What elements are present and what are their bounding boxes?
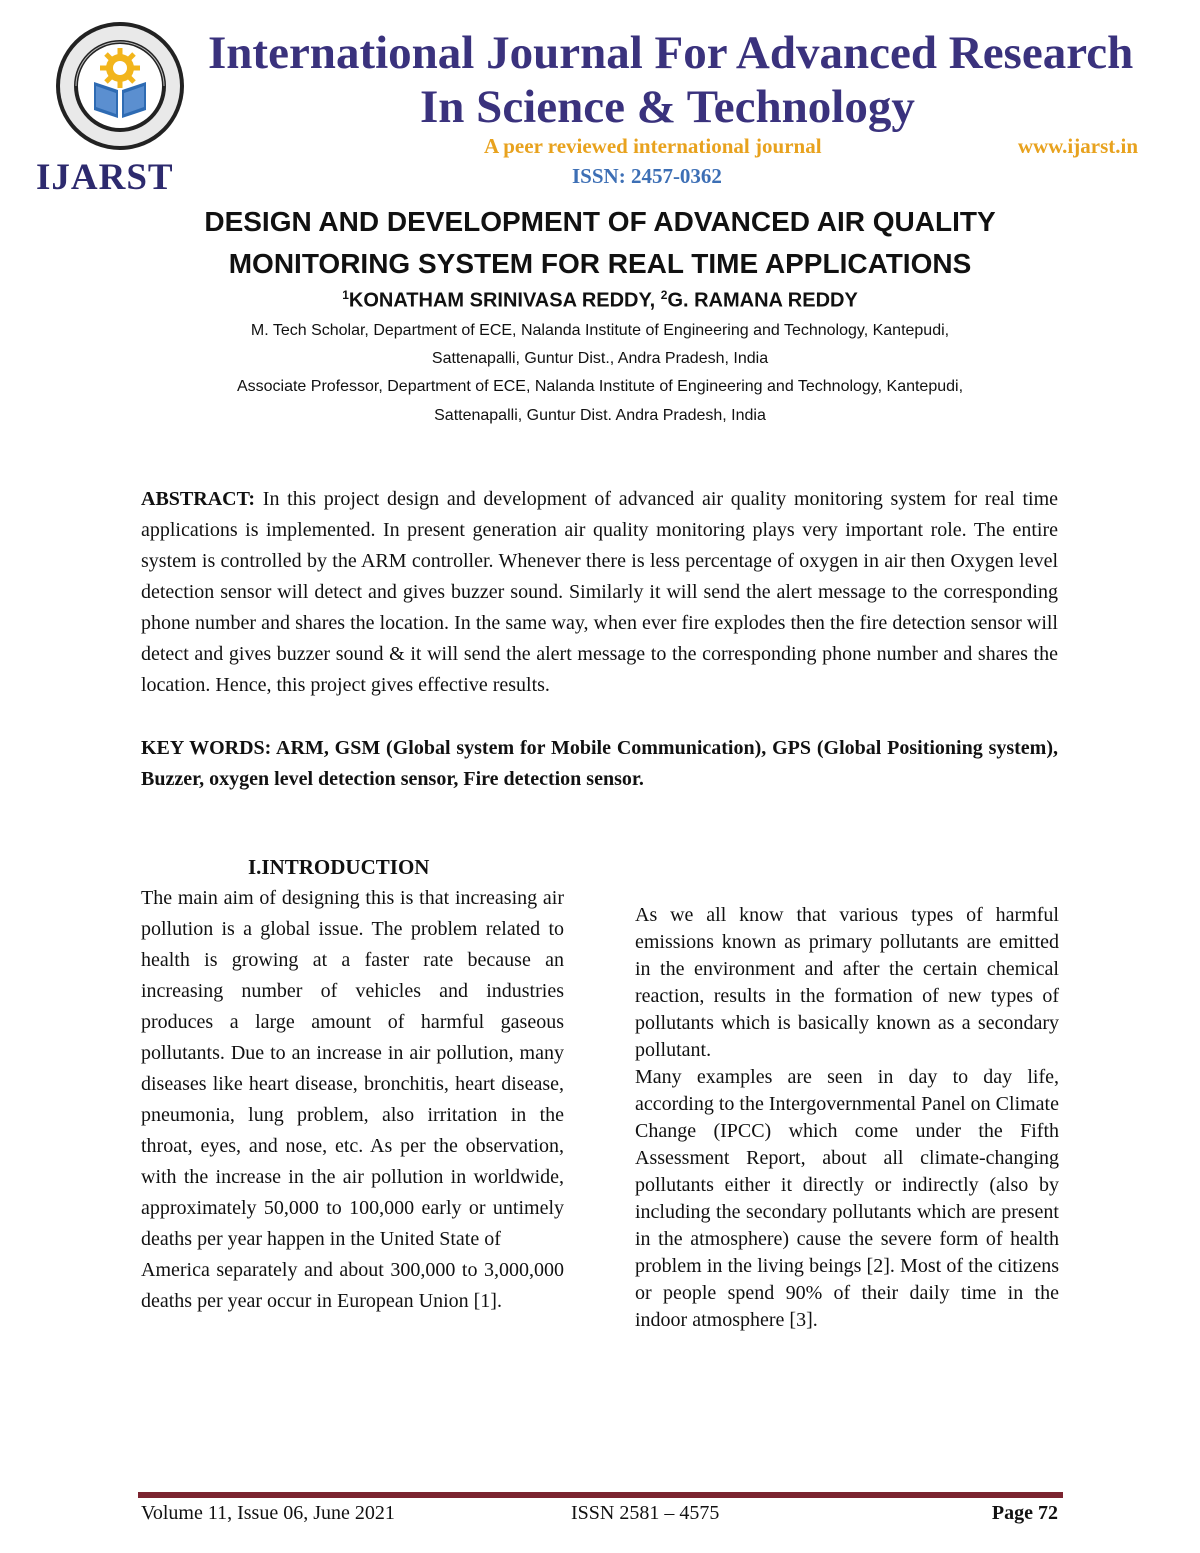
intro-paragraph-3: As we all know that various types of harmful emissions known as primary pollutants are emitted in the environment and after the certain chemical reaction, results in the formation of new types of pollutants which is basically known as a secondary pollutant.: [635, 904, 1059, 1061]
abstract-label: ABSTRACT:: [141, 488, 256, 510]
abstract-text: In this project design and development of advanced air quality monitoring system for real time applications is implemented. In present generation air quality monitoring plays very important role. The entire system is controlled by the ARM controller. Whenever there is less percentage of oxygen in air then Oxygen level detection sensor will detect and gives buzzer sound. Similarly it will send the alert message to the corresponding phone number and shares the location. In the same way, when ever fire explodes then the fire detection sensor will detect and gives buzzer sound & it will send the alert message to the corresponding phone number and shares the location. Hence, this project gives effective results.: [141, 488, 1059, 696]
column-right: [635, 902, 1059, 1334]
column-left: [141, 883, 564, 1317]
affiliation-2-line2: Sattenapalli, Guntur Dist. Andra Pradesh, India: [434, 407, 766, 424]
affiliation-2-line1: Associate Professor, Department of ECE, Nalanda Institute of Engineering and Technology, Kantepudi,: [236, 378, 964, 395]
intro-paragraph-2: America separately and about 300,000 to 3,000,000 deaths per year occur in European Union [1].: [141, 1259, 564, 1312]
footer-volume: Volume 11, Issue 06, June 2021: [141, 1502, 395, 1524]
intro-paragraph-1: The main aim of designing this is that increasing air pollution is a global issue. The problem related to health is growing at a faster rate because an increasing number of vehicles and industries produces a large amount of harmful gaseous pollutants. Due to an increase in air pollution, many diseases like heart disease, bronchitis, heart disease, pneumonia, lung problem, also irritation in the throat, eyes, and nose, etc. As per the observation, with the increase in the air pollution in worldwide, approximately 50,000 to 100,000 early or untimely deaths per year happen in the United State of: [141, 887, 564, 1250]
author-2-name: G. RAMANA REDDY: [667, 289, 858, 312]
journal-name-line1: International Journal For Advanced Research: [208, 27, 1134, 79]
paper-title-line1: DESIGN AND DEVELOPMENT OF ADVANCED AIR QUALITY: [204, 206, 996, 237]
abstract: [141, 484, 1058, 701]
journal-tagline: A peer reviewed international journal: [484, 134, 822, 158]
journal-issn: ISSN: 2457-0362: [572, 164, 722, 188]
author-1-name: KONATHAM SRINIVASA REDDY,: [348, 289, 656, 312]
paper-title: [100, 201, 1100, 285]
footer-issn: ISSN 2581 – 4575: [571, 1502, 720, 1524]
author-1-number: 1: [342, 288, 349, 302]
journal-name-line2: In Science & Technology: [420, 81, 915, 133]
journal-website-link[interactable]: www.ijarst.in: [1017, 134, 1138, 158]
author-2-number: 2: [660, 288, 668, 302]
journal-logo-icon: [54, 20, 186, 152]
affiliation-1-line2: Sattenapalli, Guntur Dist., Andra Pradesh, India: [431, 350, 769, 367]
section-heading-introduction: I.INTRODUCTION: [248, 855, 430, 879]
intro-paragraph-4: Many examples are seen in day to day life, according to the Intergovernmental Panel on Climate Change (IPCC) which come under the Fifth Assessment Report, about all climate-changing pollutants either it directly or indirectly (also by including the secondary pollutants which are present in the atmosphere) cause the severe form of health problem in the living beings [2]. Most of the citizens or people spend 90% of their daily time in the indoor atmosphere [3].: [635, 1066, 1059, 1331]
footer-page-number: Page 72: [991, 1502, 1058, 1524]
journal-abbreviation: IJARST: [36, 157, 174, 198]
footer-divider: [138, 1492, 1063, 1498]
keywords: KEY WORDS: ARM, GSM (Global system for Mobile Communication), GPS (Global Positioning system), Buzzer, oxygen level detection sensor, Fire detection sensor.: [141, 737, 1058, 790]
paper-title-line2: MONITORING SYSTEM FOR REAL TIME APPLICATIONS: [228, 248, 972, 279]
affiliation-1-line1: M. Tech Scholar, Department of ECE, Nalanda Institute of Engineering and Technology, Kantepudi,: [250, 322, 950, 339]
author-list: [100, 288, 1100, 313]
